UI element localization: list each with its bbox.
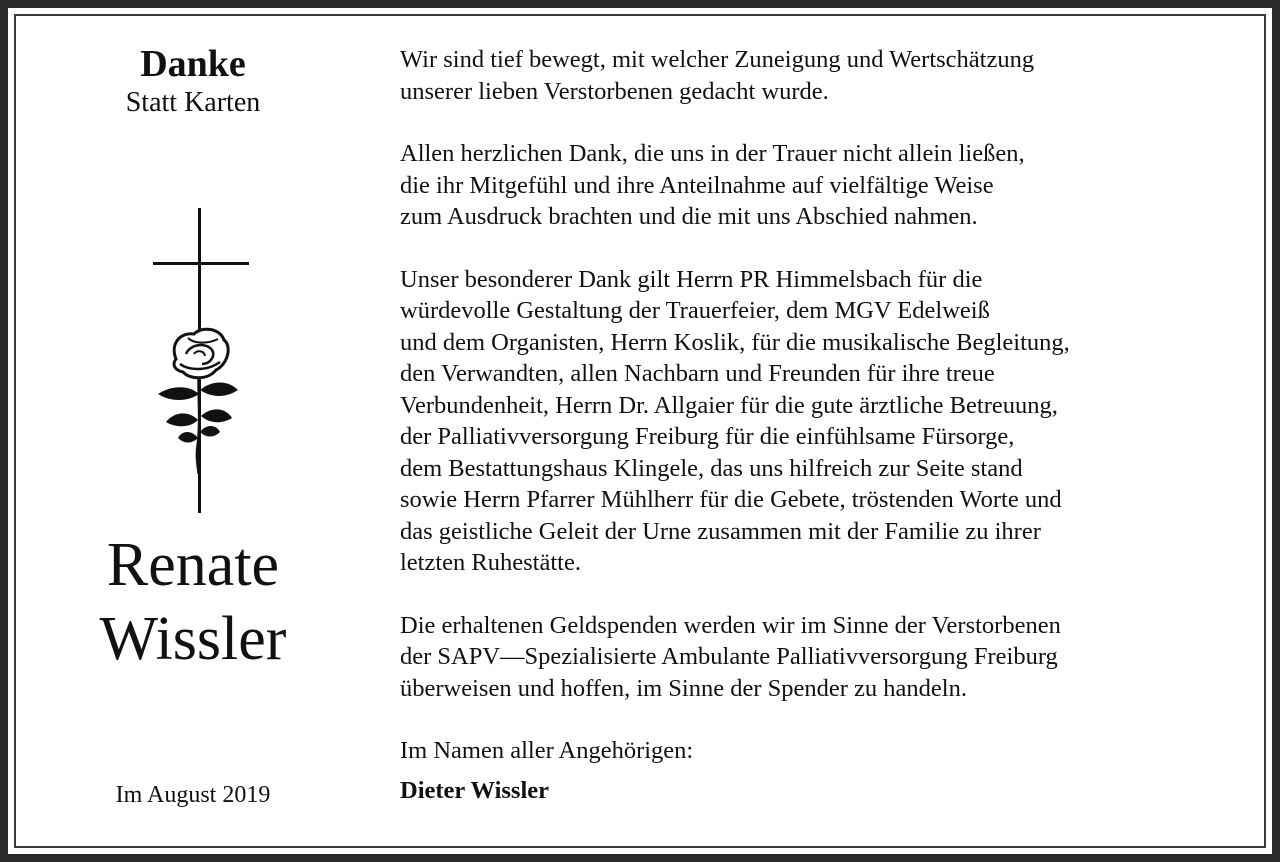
text-line: das geistliche Geleit der Urne zusammen mit der Familie zu ihrer	[400, 517, 1041, 545]
text-line: Verbundenheit, Herrn Dr. Allgaier für die gute ärztliche Betreuung,	[400, 391, 1058, 419]
left-column	[8, 8, 388, 854]
text-line: und dem Organisten, Herrn Koslik, für die musikalische Begleitung,	[400, 328, 1070, 356]
text-line: Unser besonderer Dank gilt Herrn PR Himmelsbach für die	[400, 265, 983, 293]
text-line: zum Ausdruck brachten und die mit uns Abschied nahmen.	[400, 203, 978, 230]
paragraph	[400, 138, 1260, 233]
text-line: würdevolle Gestaltung der Trauerfeier, dem MGV Edelweiß	[400, 297, 990, 324]
text-line: überweisen und hoffen, im Sinne der Spender zu handeln.	[400, 674, 967, 702]
notice-subheading: Statt Karten	[125, 87, 261, 118]
text-line: letzten Ruhestätte.	[400, 549, 581, 576]
paragraph	[400, 44, 1260, 107]
deceased-first-name: Renate	[106, 531, 280, 599]
text-line: der SAPV—Spezialisierte Ambulante Palliativversorgung Freiburg	[400, 643, 1058, 670]
text-line: die ihr Mitgefühl und ihre Anteilnahme auf vielfältige Weise	[400, 171, 994, 199]
text-line: dem Bestattungshaus Klingele, das uns hilfreich zur Seite stand	[400, 454, 1023, 482]
text-line: sowie Herrn Pfarrer Mühlherr für die Gebete, tröstenden Worte und	[400, 486, 1062, 513]
notice-heading: Danke	[140, 43, 246, 85]
text-line: unserer lieben Verstorbenen gedacht wurde.	[400, 77, 829, 105]
deceased-last-name: Wissler	[99, 605, 287, 673]
cross-with-rose-icon	[128, 194, 268, 514]
paragraph	[400, 264, 1260, 579]
text-line: der Palliativversorgung Freiburg für die einfühlsame Fürsorge,	[400, 423, 1015, 450]
notice-date: Im August 2019	[115, 782, 271, 808]
text-line: den Verwandten, allen Nachbarn und Freunden für ihre treue	[400, 360, 995, 387]
text-line: Wir sind tief bewegt, mit welcher Zuneigung und Wertschätzung	[400, 46, 1035, 73]
right-column	[400, 44, 1260, 806]
text-line: Die erhaltenen Geldspenden werden wir im Sinne der Verstorbenen	[400, 611, 1061, 639]
deceased-name	[8, 528, 378, 676]
paragraph	[400, 610, 1260, 705]
text-line: Allen herzlichen Dank, die uns in der Trauer nicht allein ließen,	[400, 140, 1025, 167]
signature: Dieter Wissler	[400, 776, 550, 804]
closing-line: Im Namen aller Angehörigen:	[400, 737, 694, 764]
